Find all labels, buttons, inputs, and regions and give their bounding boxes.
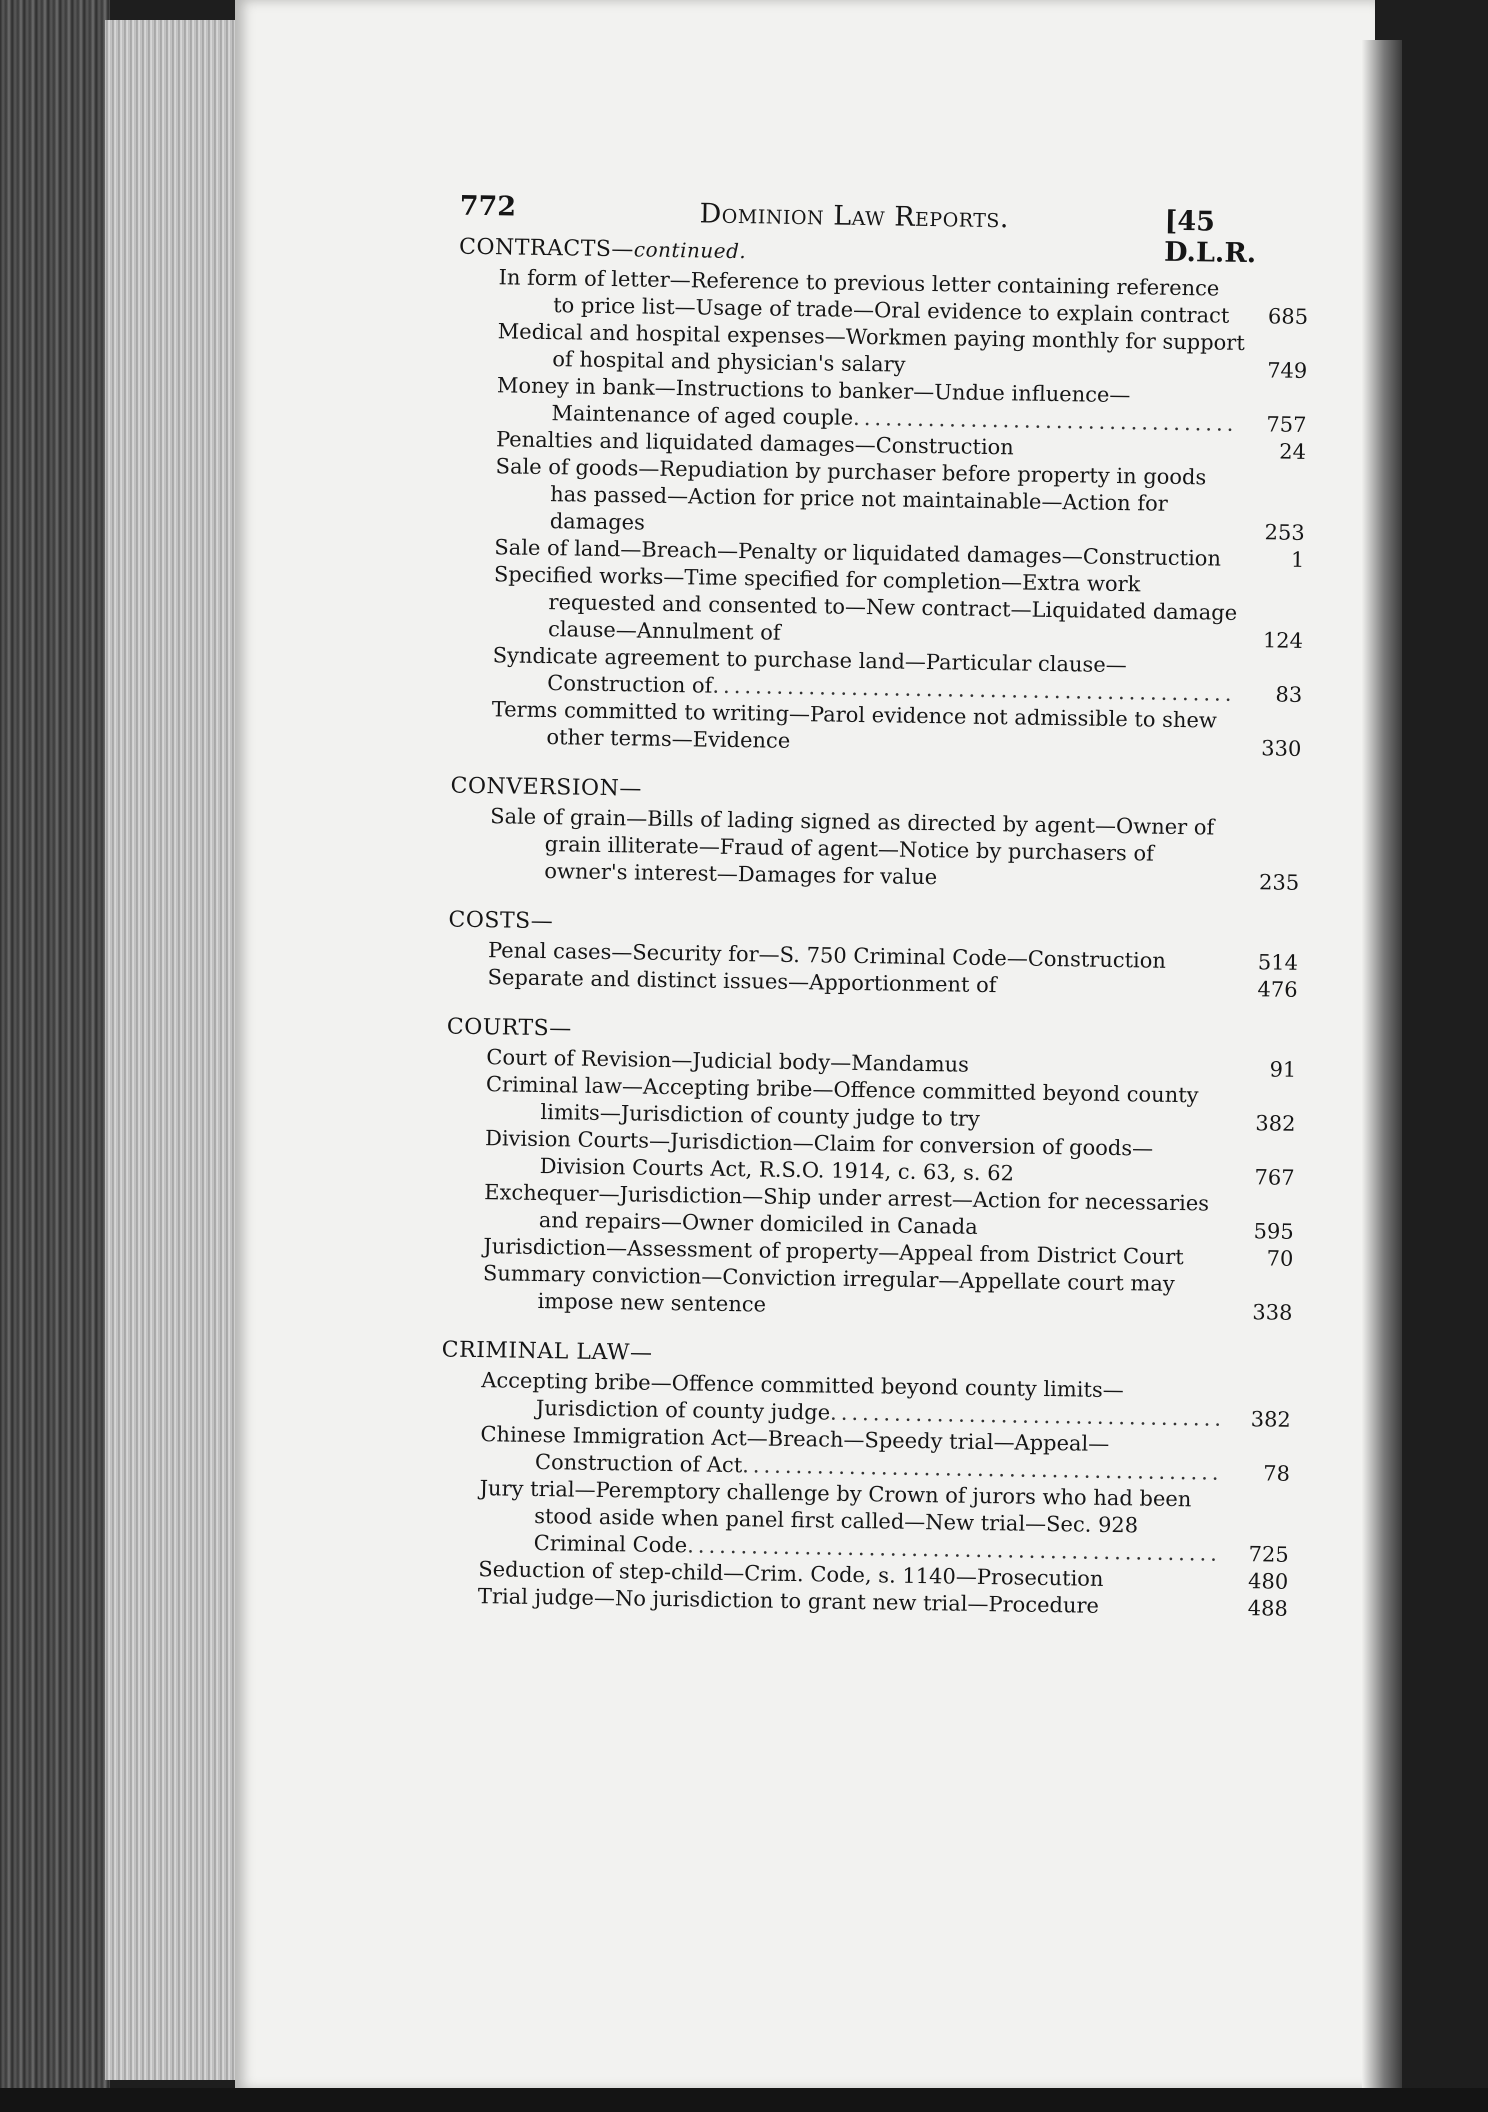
entry-text: Jurisdiction—Assessment of property—Appeal from District Court bbox=[483, 1234, 1184, 1270]
volume-reference: [45 D.L.R. bbox=[1163, 205, 1257, 270]
entry-page-number: 480 bbox=[1247, 1569, 1289, 1594]
entry-page-number: 78 bbox=[1263, 1461, 1291, 1486]
book-spine bbox=[0, 0, 110, 2112]
entry-page-number: 1 bbox=[1290, 547, 1305, 572]
entry-text: Medical and hospital expenses—Workmen paying monthly for support of hospital and physician's salary bbox=[497, 319, 1245, 377]
section-heading-label: CRIMINAL LAW— bbox=[441, 1337, 653, 1366]
page-title: Dominion Law Reports. bbox=[699, 198, 1010, 235]
dot-leader: .................................... bbox=[852, 405, 1238, 436]
entry-page-number: 725 bbox=[1248, 1542, 1289, 1567]
page-gutter-shadow bbox=[1362, 40, 1402, 2090]
entry-page-number: 685 bbox=[1267, 304, 1309, 329]
section-heading-label: COURTS— bbox=[446, 1014, 572, 1042]
section-heading-suffix: continued. bbox=[633, 237, 747, 264]
entry-page-number: 253 bbox=[1264, 520, 1305, 545]
entry-text: Sale of goods—Repudiation by purchaser before property in goods has passed—Action for price not maintainable—Action for damages bbox=[495, 454, 1207, 535]
section-heading-label: CONTRACTS— bbox=[458, 234, 635, 263]
entry-text: Separate and distinct issues—Apportionment of bbox=[487, 965, 997, 998]
entry-text: Syndicate agreement to purchase land—Particular clause—Construction of bbox=[492, 643, 1127, 698]
section-heading-label: COSTS— bbox=[448, 907, 554, 935]
entry-page-number: 382 bbox=[1250, 1407, 1291, 1432]
index-section bbox=[407, 907, 1298, 1004]
page-number: 772 bbox=[459, 190, 517, 223]
entry-page-number: 382 bbox=[1255, 1111, 1296, 1136]
index-entry bbox=[413, 560, 1304, 655]
entry-text: Terms committed to writing—Parol evidence not admissible to shew other terms—Evidence bbox=[491, 697, 1218, 753]
entry-text: In form of letter—Reference to previous letter containing reference to price list—Usage of trade—Oral evidence to explain contract bbox=[498, 265, 1230, 328]
dot-leader: ............................................. bbox=[742, 1453, 1223, 1485]
entry-page-number: 124 bbox=[1262, 628, 1304, 653]
index-section bbox=[411, 234, 1309, 763]
entry-text: Specified works—Time specified for completion—Extra work requested and consented to—New contract—Liquidated damage clause—Annulment of bbox=[493, 562, 1238, 645]
entry-text: Money in bank—Instructions to banker—Undue influence—Maintenance of aged couple bbox=[496, 373, 1131, 430]
entry-text: Criminal law—Accepting bribe—Offence committed beyond county limits—Jurisdiction of county judge to try bbox=[485, 1072, 1199, 1131]
dot-leader: .................................................. bbox=[687, 1533, 1222, 1566]
entry-page-number: 476 bbox=[1257, 977, 1298, 1002]
dot-leader: ..................................... bbox=[829, 1400, 1226, 1431]
index-section bbox=[398, 1337, 1292, 1623]
entry-text: Exchequer—Jurisdiction—Ship under arrest—Action for necessaries and repairs—Owner domiciled in Canada bbox=[484, 1180, 1210, 1239]
entry-page-number: 338 bbox=[1252, 1300, 1293, 1325]
index-section bbox=[402, 1014, 1297, 1327]
entry-text: Trial judge—No jurisdiction to grant new trial—Procedure bbox=[477, 1584, 1100, 1618]
entry-text: Division Courts—Jurisdiction—Claim for conversion of goods—Division Courts Act, R.S.O. 1914, c. 63, s. 62 bbox=[484, 1126, 1154, 1186]
entry-page-number: 767 bbox=[1254, 1165, 1295, 1190]
entry-text: Penalties and liquidated damages—Construction bbox=[495, 427, 1015, 460]
dot-leader: ................................................. bbox=[712, 673, 1236, 706]
entry-page-number: 70 bbox=[1266, 1246, 1294, 1271]
entry-text: Court of Revision—Judicial body—Mandamus bbox=[486, 1045, 970, 1077]
entry-text: Summary conviction—Conviction irregular—Appellate court may impose new sentence bbox=[482, 1261, 1175, 1317]
page-content bbox=[398, 190, 1310, 1623]
entry-page-number: 749 bbox=[1266, 358, 1308, 383]
index-section bbox=[409, 773, 1301, 897]
index-entry bbox=[409, 802, 1300, 897]
index-entry bbox=[415, 452, 1306, 547]
entry-text: Chinese Immigration Act—Breach—Speedy trial—Appeal—Construction of Act bbox=[480, 1422, 1110, 1478]
entry-page-number: 488 bbox=[1247, 1596, 1289, 1621]
page-edges bbox=[105, 20, 245, 2080]
entry-page-number: 330 bbox=[1261, 736, 1302, 761]
entry-page-number: 24 bbox=[1279, 439, 1307, 464]
entry-text: Jury trial—Peremptory challenge by Crown of jurors who had been stood aside when panel first called—New trial—Sec. 928 Criminal Code bbox=[479, 1476, 1192, 1558]
index-entry bbox=[399, 1474, 1290, 1569]
section-heading-label: CONVERSION— bbox=[450, 773, 643, 802]
entry-page-number: 91 bbox=[1269, 1057, 1297, 1082]
entry-page-number: 757 bbox=[1266, 412, 1307, 437]
entry-page-number: 83 bbox=[1275, 682, 1303, 707]
entry-text: Seduction of step-child—Crim. Code, s. 1140—Prosecution bbox=[478, 1557, 1104, 1591]
entry-text: Sale of land—Breach—Penalty or liquidated damages—Construction bbox=[494, 535, 1222, 571]
entry-text: Accepting bribe—Offence committed beyond county limits—Jurisdiction of county judge bbox=[481, 1368, 1124, 1425]
entry-text: Penal cases—Security for—S. 750 Criminal Code—Construction bbox=[487, 938, 1167, 973]
entry-page-number: 595 bbox=[1253, 1219, 1294, 1244]
entry-page-number: 235 bbox=[1258, 870, 1300, 895]
entry-page-number: 514 bbox=[1257, 950, 1299, 975]
index-sections bbox=[398, 234, 1309, 1623]
bottom-edge bbox=[0, 2088, 1488, 2112]
entry-text: Sale of grain—Bills of lading signed as directed by agent—Owner of grain illiterate—Fraud of agent—Notice by purchasers of owner's interest—Damages for value bbox=[489, 804, 1215, 890]
